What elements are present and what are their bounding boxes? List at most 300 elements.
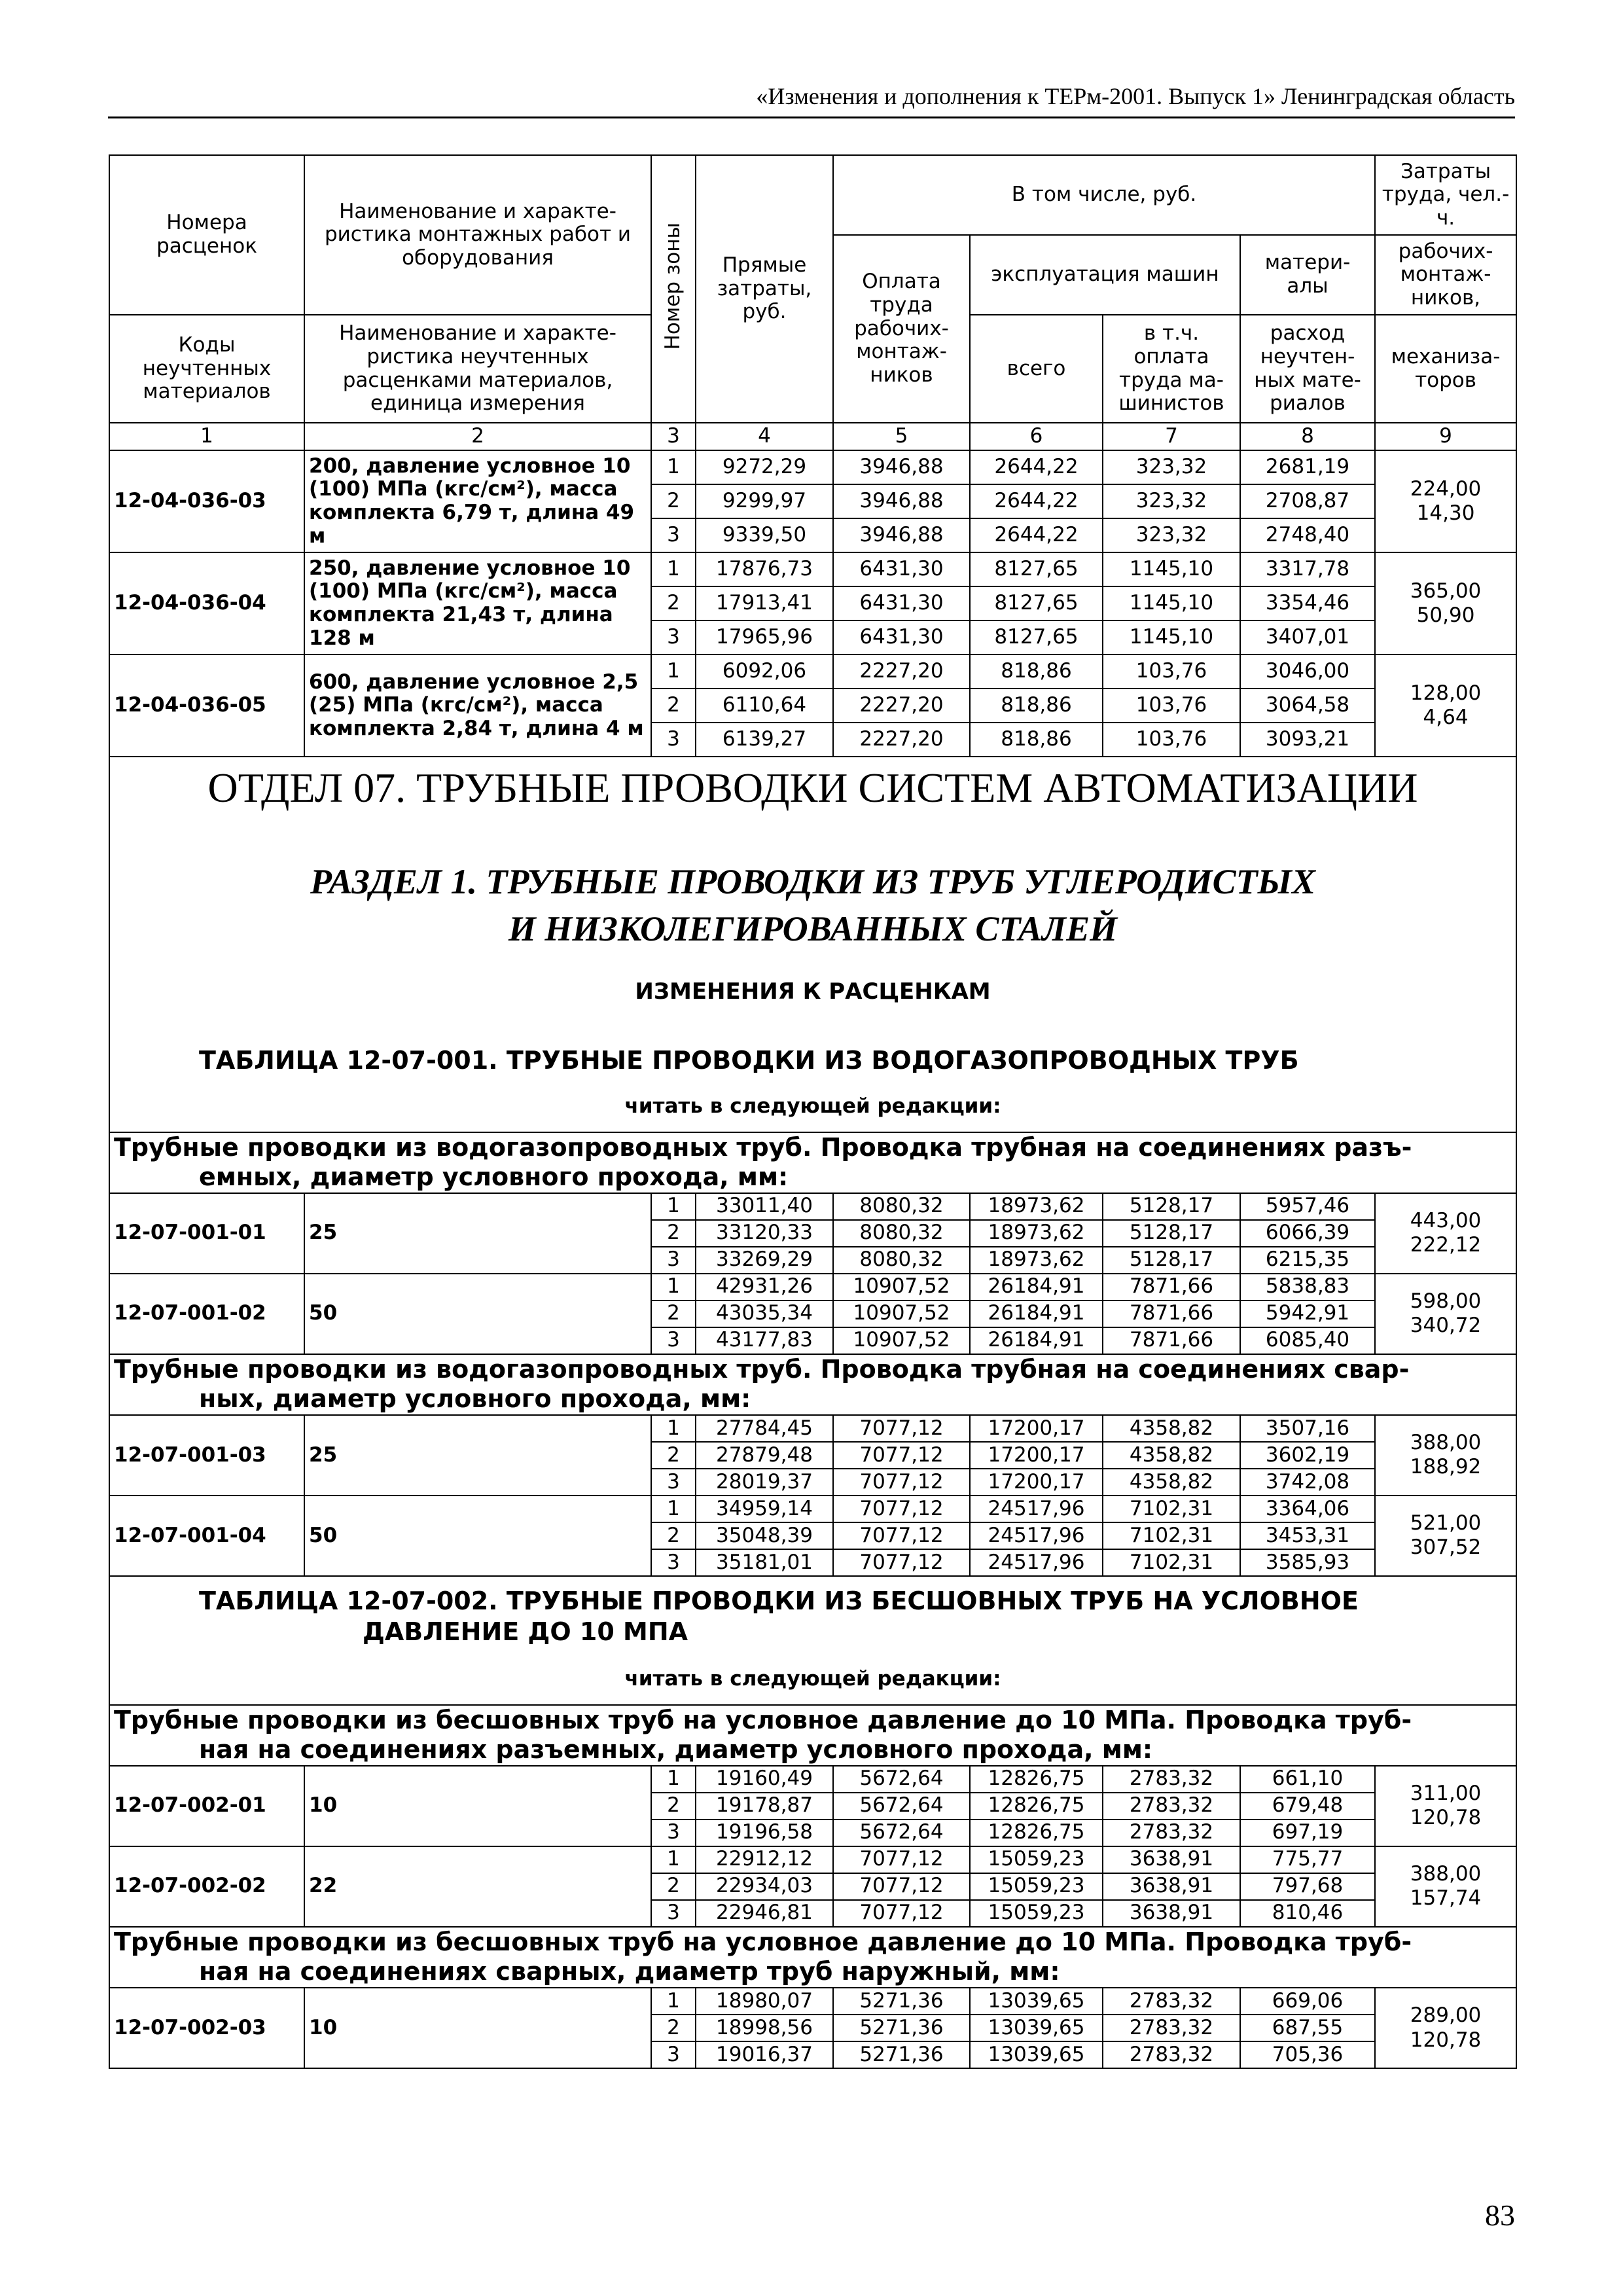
direct-costs-cell: 43177,83 (696, 1327, 833, 1354)
labor-mechanics-value: 340,72 (1410, 1314, 1482, 1338)
materials-cell: 3364,06 (1240, 1496, 1375, 1522)
rate-name: 50 (304, 1496, 651, 1576)
zone-cell: 3 (651, 1247, 696, 1274)
direct-costs-cell: 42931,26 (696, 1274, 833, 1300)
machinists-pay-cell: 4358,82 (1103, 1442, 1240, 1469)
labor-costs-cell (1375, 1988, 1516, 2068)
machines-total-cell: 18973,62 (970, 1193, 1103, 1220)
direct-costs-cell: 22912,12 (696, 1846, 833, 1873)
header-zone (651, 155, 696, 423)
machinists-pay-cell: 7871,66 (1103, 1327, 1240, 1354)
zone-cell: 1 (651, 1415, 696, 1442)
direct-costs-cell: 17965,96 (696, 620, 833, 655)
materials-cell: 5838,83 (1240, 1274, 1375, 1300)
zone-cell: 2 (651, 1873, 696, 1900)
materials-cell: 6066,39 (1240, 1220, 1375, 1247)
header-direct-costs: Прямые затраты, руб. (696, 155, 833, 423)
rate-name: 22 (304, 1846, 651, 1927)
machines-total-cell: 13039,65 (970, 2015, 1103, 2041)
materials-cell: 3602,19 (1240, 1442, 1375, 1469)
labor-workers-value: 128,00 (1410, 681, 1482, 705)
zone-cell: 2 (651, 2015, 696, 2041)
direct-costs-cell: 18998,56 (696, 2015, 833, 2041)
labor-workers-value: 311,00 (1410, 1782, 1482, 1806)
col-number: 6 (970, 423, 1103, 450)
machinists-pay-cell: 7102,31 (1103, 1522, 1240, 1549)
workers-pay-cell: 7077,12 (833, 1442, 970, 1469)
labor-mechanics-value: 14,30 (1416, 501, 1475, 525)
header-labor-workers: рабочих-монтаж-ников, (1375, 235, 1516, 315)
labor-mechanics-value: 4,64 (1423, 706, 1469, 729)
materials-cell: 3453,31 (1240, 1522, 1375, 1549)
workers-pay-cell: 5271,36 (833, 2041, 970, 2068)
running-header: «Изменения и дополнения к ТЕРм-2001. Выпуск 1» Ленинградская область (756, 83, 1515, 109)
direct-costs-cell: 27784,45 (696, 1415, 833, 1442)
materials-cell: 3317,78 (1240, 552, 1375, 586)
group4-heading-line2: ная на соединениях сварных, диаметр труб наружный, мм: (199, 1957, 1060, 1986)
rate-row (109, 1415, 1516, 1442)
machinists-pay-cell: 2783,32 (1103, 2041, 1240, 2068)
machines-total-cell: 15059,23 (970, 1873, 1103, 1900)
labor-mechanics-value: 188,92 (1410, 1455, 1482, 1479)
direct-costs-cell: 19016,37 (696, 2041, 833, 2068)
rate-code: 12-07-001-01 (109, 1193, 304, 1274)
labor-mechanics-value: 120,78 (1410, 2028, 1482, 2052)
machinists-pay-cell: 7871,66 (1103, 1300, 1240, 1327)
direct-costs-cell: 19160,49 (696, 1766, 833, 1793)
header-machines-total: всего (970, 315, 1103, 423)
rate-row (109, 1846, 1516, 1873)
labor-mechanics-value: 50,90 (1416, 603, 1475, 627)
rate-name: 600, давление условное 2,5 (25) МПа (кгс/см²), масса комплекта 2,84 т, длина 4 м (304, 655, 651, 757)
materials-cell: 3093,21 (1240, 723, 1375, 757)
workers-pay-cell: 5672,64 (833, 1820, 970, 1846)
machinists-pay-cell: 4358,82 (1103, 1469, 1240, 1496)
labor-workers-value: 289,00 (1410, 2003, 1482, 2028)
machines-total-cell: 26184,91 (970, 1327, 1103, 1354)
zone-cell: 1 (651, 450, 696, 484)
machines-total-cell: 13039,65 (970, 2041, 1103, 2068)
machines-total-cell: 12826,75 (970, 1820, 1103, 1846)
workers-pay-cell: 3946,88 (833, 518, 970, 552)
machinists-pay-cell: 323,32 (1103, 450, 1240, 484)
zone-cell: 3 (651, 2041, 696, 2068)
materials-cell: 679,48 (1240, 1793, 1375, 1820)
col-number: 3 (651, 423, 696, 450)
zone-cell: 3 (651, 1327, 696, 1354)
labor-workers-value: 521,00 (1410, 1511, 1482, 1535)
machinists-pay-cell: 103,76 (1103, 655, 1240, 689)
rate-row (109, 552, 1516, 586)
header-machinists-pay: в т.ч. оплата труда ма-шинистов (1103, 315, 1240, 423)
machines-total-cell: 12826,75 (970, 1793, 1103, 1820)
machines-total-cell: 8127,65 (970, 586, 1103, 620)
rate-row (109, 655, 1516, 689)
zone-cell: 1 (651, 552, 696, 586)
labor-costs-cell (1375, 1496, 1516, 1576)
group2-heading-line2: ных, диаметр условного прохода, мм: (199, 1384, 751, 1414)
direct-costs-cell: 17913,41 (696, 586, 833, 620)
materials-cell: 687,55 (1240, 2015, 1375, 2041)
direct-costs-cell: 33120,33 (696, 1220, 833, 1247)
machinists-pay-cell: 5128,17 (1103, 1193, 1240, 1220)
machines-total-cell: 12826,75 (970, 1766, 1103, 1793)
section-title (114, 858, 1512, 954)
labor-costs-cell (1375, 1274, 1516, 1354)
machinists-pay-cell: 103,76 (1103, 689, 1240, 723)
workers-pay-cell: 3946,88 (833, 484, 970, 518)
zone-cell: 3 (651, 1549, 696, 1576)
zone-cell: 3 (651, 518, 696, 552)
col-number: 9 (1375, 423, 1516, 450)
header-material-codes: Коды неучтенных материалов (109, 315, 304, 423)
labor-mechanics-value: 307,52 (1410, 1535, 1482, 1560)
labor-workers-value: 224,00 (1410, 476, 1482, 501)
rate-code: 12-07-001-04 (109, 1496, 304, 1576)
rate-name: 250, давление условное 10 (100) МПа (кгс/см²), масса комплекта 21,43 т, длина 128 м (304, 552, 651, 655)
rate-code: 12-04-036-05 (109, 655, 304, 757)
materials-cell: 697,19 (1240, 1820, 1375, 1846)
workers-pay-cell: 7077,12 (833, 1469, 970, 1496)
rate-name: 50 (304, 1274, 651, 1354)
rate-row (109, 1988, 1516, 2015)
materials-cell: 3407,01 (1240, 620, 1375, 655)
group2-rows (109, 1415, 1516, 1576)
machines-total-cell: 17200,17 (970, 1415, 1103, 1442)
zone-cell: 2 (651, 1220, 696, 1247)
machinists-pay-cell: 3638,91 (1103, 1900, 1240, 1927)
materials-cell: 6215,35 (1240, 1247, 1375, 1274)
materials-cell: 5942,91 (1240, 1300, 1375, 1327)
rate-name: 25 (304, 1193, 651, 1274)
direct-costs-cell: 34959,14 (696, 1496, 833, 1522)
rate-name: 10 (304, 1766, 651, 1846)
machinists-pay-cell: 4358,82 (1103, 1415, 1240, 1442)
section-title-line1: РАЗДЕЛ 1. ТРУБНЫЕ ПРОВОДКИ ИЗ ТРУБ УГЛЕРОДИСТЫХ (310, 861, 1316, 901)
workers-pay-cell: 3946,88 (833, 450, 970, 484)
rate-row (109, 450, 1516, 484)
section-title-line2: И НИЗКОЛЕГИРОВАННЫХ СТАЛЕЙ (508, 909, 1118, 949)
group4-rows (109, 1988, 1516, 2068)
page-number: 83 (1485, 2198, 1515, 2232)
zone-cell: 2 (651, 1793, 696, 1820)
labor-workers-value: 388,00 (1410, 1431, 1482, 1455)
machines-total-cell: 24517,96 (970, 1496, 1103, 1522)
group3-heading (109, 1705, 1516, 1766)
machinists-pay-cell: 3638,91 (1103, 1846, 1240, 1873)
group3-heading-line1: Трубные проводки из бесшовных труб на условное давление до 10 МПа. Проводка труб- (114, 1705, 1412, 1734)
machinists-pay-cell: 3638,91 (1103, 1873, 1240, 1900)
header-zone-label: Номер зоны (661, 222, 685, 350)
machines-total-cell: 2644,22 (970, 518, 1103, 552)
direct-costs-cell: 19196,58 (696, 1820, 833, 1846)
group3-heading-line2: ная на соединениях разъемных, диаметр условного прохода, мм: (199, 1735, 1153, 1765)
machines-total-cell: 17200,17 (970, 1469, 1103, 1496)
workers-pay-cell: 10907,52 (833, 1300, 970, 1327)
machines-total-cell: 26184,91 (970, 1274, 1103, 1300)
workers-pay-cell: 2227,20 (833, 655, 970, 689)
col-number: 7 (1103, 423, 1240, 450)
machinists-pay-cell: 1145,10 (1103, 620, 1240, 655)
workers-pay-cell: 5271,36 (833, 2015, 970, 2041)
machinists-pay-cell: 103,76 (1103, 723, 1240, 757)
zone-cell: 3 (651, 723, 696, 757)
machinists-pay-cell: 5128,17 (1103, 1220, 1240, 1247)
direct-costs-cell: 35048,39 (696, 1522, 833, 1549)
rate-code: 12-04-036-03 (109, 450, 304, 552)
zone-cell: 1 (651, 1846, 696, 1873)
group1-rows (109, 1193, 1516, 1354)
labor-costs-cell (1375, 450, 1516, 552)
zone-cell: 2 (651, 689, 696, 723)
machinists-pay-cell: 1145,10 (1103, 552, 1240, 586)
direct-costs-cell: 27879,48 (696, 1442, 833, 1469)
materials-cell: 3046,00 (1240, 655, 1375, 689)
labor-costs-cell (1375, 1193, 1516, 1274)
rate-name: 10 (304, 1988, 651, 2068)
workers-pay-cell: 2227,20 (833, 723, 970, 757)
workers-pay-cell: 10907,52 (833, 1274, 970, 1300)
direct-costs-cell: 35181,01 (696, 1549, 833, 1576)
table1-title: ТАБЛИЦА 12-07-001. ТРУБНЫЕ ПРОВОДКИ ИЗ ВОДОГАЗОПРОВОДНЫХ ТРУБ (199, 1046, 1299, 1075)
header-machine-operation: эксплуатация машин (970, 235, 1240, 315)
direct-costs-cell: 9339,50 (696, 518, 833, 552)
direct-costs-cell: 22946,81 (696, 1900, 833, 1927)
workers-pay-cell: 10907,52 (833, 1327, 970, 1354)
workers-pay-cell: 7077,12 (833, 1900, 970, 1927)
direct-costs-cell: 43035,34 (696, 1300, 833, 1327)
header-rate-numbers: Номера расценок (109, 155, 304, 315)
labor-costs-cell (1375, 655, 1516, 757)
materials-cell: 6085,40 (1240, 1327, 1375, 1354)
header-workers-pay: Оплата труда рабочих-монтаж-ников (833, 235, 970, 423)
direct-costs-cell: 28019,37 (696, 1469, 833, 1496)
machinists-pay-cell: 2783,32 (1103, 1766, 1240, 1793)
group2-heading-line1: Трубные проводки из водогазопроводных труб. Проводка трубная на соединениях свар- (114, 1354, 1410, 1384)
zone-cell: 3 (651, 1820, 696, 1846)
zone-cell: 3 (651, 1900, 696, 1927)
group4-heading-line1: Трубные проводки из бесшовных труб на условное давление до 10 МПа. Проводка труб- (114, 1927, 1412, 1956)
labor-costs-cell (1375, 552, 1516, 655)
direct-costs-cell: 6110,64 (696, 689, 833, 723)
labor-costs-cell (1375, 1415, 1516, 1496)
zone-cell: 2 (651, 484, 696, 518)
zone-cell: 1 (651, 1496, 696, 1522)
machines-total-cell: 2644,22 (970, 484, 1103, 518)
workers-pay-cell: 7077,12 (833, 1496, 970, 1522)
machines-total-cell: 15059,23 (970, 1846, 1103, 1873)
table2-title (114, 1586, 1512, 1648)
workers-pay-cell: 7077,12 (833, 1549, 970, 1576)
direct-costs-cell: 17876,73 (696, 552, 833, 586)
col-number: 1 (109, 423, 304, 450)
workers-pay-cell: 6431,30 (833, 620, 970, 655)
group1-heading-line1: Трубные проводки из водогазопроводных труб. Проводка трубная на соединениях разъ- (114, 1132, 1412, 1162)
direct-costs-cell: 9299,97 (696, 484, 833, 518)
header-unaccounted-materials: расход неучтен-ных мате-риалов (1240, 315, 1375, 423)
group2-heading (109, 1354, 1516, 1415)
materials-cell: 3585,93 (1240, 1549, 1375, 1576)
materials-cell: 2681,19 (1240, 450, 1375, 484)
direct-costs-cell: 9272,29 (696, 450, 833, 484)
machines-total-cell: 17200,17 (970, 1442, 1103, 1469)
labor-mechanics-value: 157,74 (1410, 1886, 1482, 1910)
machines-total-cell: 8127,65 (970, 552, 1103, 586)
table2-read-note: читать в следующей редакции: (624, 1666, 1001, 1691)
rate-code: 12-07-002-01 (109, 1766, 304, 1846)
rate-row (109, 1193, 1516, 1220)
materials-cell: 3507,16 (1240, 1415, 1375, 1442)
zone-cell: 3 (651, 1469, 696, 1496)
zone-cell: 1 (651, 1766, 696, 1793)
col-number: 8 (1240, 423, 1375, 450)
workers-pay-cell: 6431,30 (833, 552, 970, 586)
machines-total-cell: 818,86 (970, 723, 1103, 757)
rate-row (109, 1766, 1516, 1793)
group3-rows (109, 1766, 1516, 1927)
labor-workers-value: 443,00 (1410, 1209, 1482, 1233)
labor-costs-cell (1375, 1846, 1516, 1927)
header-material-names: Наименование и характе-ристика неучтенных расценками материалов, единица измерения (304, 315, 651, 423)
rate-code: 12-07-002-02 (109, 1846, 304, 1927)
machinists-pay-cell: 1145,10 (1103, 586, 1240, 620)
materials-cell: 797,68 (1240, 1873, 1375, 1900)
zone-cell: 1 (651, 655, 696, 689)
machines-total-cell: 24517,96 (970, 1522, 1103, 1549)
group1-heading (109, 1132, 1516, 1193)
workers-pay-cell: 5271,36 (833, 1988, 970, 2015)
materials-cell: 661,10 (1240, 1766, 1375, 1793)
workers-pay-cell: 2227,20 (833, 689, 970, 723)
workers-pay-cell: 8080,32 (833, 1193, 970, 1220)
workers-pay-cell: 8080,32 (833, 1220, 970, 1247)
rate-code: 12-07-001-02 (109, 1274, 304, 1354)
workers-pay-cell: 7077,12 (833, 1415, 970, 1442)
workers-pay-cell: 5672,64 (833, 1766, 970, 1793)
rate-name: 200, давление условное 10 (100) МПа (кгс/см²), масса комплекта 6,79 т, длина 49 м (304, 450, 651, 552)
table2-title-line2: ДАВЛЕНИЕ ДО 10 МПА (363, 1617, 688, 1647)
zone-cell: 2 (651, 586, 696, 620)
materials-cell: 2708,87 (1240, 484, 1375, 518)
machinists-pay-cell: 323,32 (1103, 484, 1240, 518)
group4-heading (109, 1927, 1516, 1988)
zone-cell: 1 (651, 1274, 696, 1300)
workers-pay-cell: 8080,32 (833, 1247, 970, 1274)
table2-block (109, 1576, 1516, 1705)
materials-cell: 705,36 (1240, 2041, 1375, 2068)
header-including: В том числе, руб. (833, 155, 1375, 235)
header-rule (108, 117, 1515, 118)
machines-total-cell: 24517,96 (970, 1549, 1103, 1576)
materials-cell: 3354,46 (1240, 586, 1375, 620)
header-work-name: Наименование и характе-ристика монтажных работ и оборудования (304, 155, 651, 315)
direct-costs-cell: 18980,07 (696, 1988, 833, 2015)
direct-costs-cell: 22934,03 (696, 1873, 833, 1900)
direct-costs-cell: 6092,06 (696, 655, 833, 689)
section-top-rows (109, 450, 1516, 757)
direct-costs-cell: 19178,87 (696, 1793, 833, 1820)
rates-table (109, 154, 1517, 2069)
machinists-pay-cell: 2783,32 (1103, 1820, 1240, 1846)
materials-cell: 775,77 (1240, 1846, 1375, 1873)
department-07-block (109, 757, 1516, 1132)
machines-total-cell: 2644,22 (970, 450, 1103, 484)
machinists-pay-cell: 2783,32 (1103, 2015, 1240, 2041)
materials-cell: 810,46 (1240, 1900, 1375, 1927)
machines-total-cell: 18973,62 (970, 1220, 1103, 1247)
rate-row (109, 1274, 1516, 1300)
col-number: 5 (833, 423, 970, 450)
machines-total-cell: 818,86 (970, 655, 1103, 689)
table2-title-line1: ТАБЛИЦА 12-07-002. ТРУБНЫЕ ПРОВОДКИ ИЗ БЕСШОВНЫХ ТРУБ НА УСЛОВНОЕ (199, 1586, 1359, 1615)
col-number: 2 (304, 423, 651, 450)
machinists-pay-cell: 7871,66 (1103, 1274, 1240, 1300)
zone-cell: 3 (651, 620, 696, 655)
workers-pay-cell: 6431,30 (833, 586, 970, 620)
rate-row (109, 1496, 1516, 1522)
workers-pay-cell: 5672,64 (833, 1793, 970, 1820)
workers-pay-cell: 7077,12 (833, 1873, 970, 1900)
machines-total-cell: 26184,91 (970, 1300, 1103, 1327)
header-labor-mechanics: механиза-торов (1375, 315, 1516, 423)
rate-name: 25 (304, 1415, 651, 1496)
workers-pay-cell: 7077,12 (833, 1846, 970, 1873)
department-title: ОТДЕЛ 07. ТРУБНЫЕ ПРОВОДКИ СИСТЕМ АВТОМАТИЗАЦИИ (207, 764, 1418, 811)
direct-costs-cell: 33269,29 (696, 1247, 833, 1274)
labor-costs-cell (1375, 1766, 1516, 1846)
workers-pay-cell: 7077,12 (833, 1522, 970, 1549)
changes-title: ИЗМЕНЕНИЯ К РАСЦЕНКАМ (635, 978, 991, 1005)
header-labor-costs: Затраты труда, чел.-ч. (1375, 155, 1516, 235)
materials-cell: 3064,58 (1240, 689, 1375, 723)
direct-costs-cell: 33011,40 (696, 1193, 833, 1220)
machinists-pay-cell: 5128,17 (1103, 1247, 1240, 1274)
materials-cell: 3742,08 (1240, 1469, 1375, 1496)
machines-total-cell: 13039,65 (970, 1988, 1103, 2015)
labor-mechanics-value: 120,78 (1410, 1806, 1482, 1830)
machines-total-cell: 8127,65 (970, 620, 1103, 655)
rate-code: 12-07-002-03 (109, 1988, 304, 2068)
table1-read-note: читать в следующей редакции: (624, 1094, 1001, 1118)
machinists-pay-cell: 7102,31 (1103, 1549, 1240, 1576)
labor-workers-value: 388,00 (1410, 1862, 1482, 1886)
group1-heading-line2: емных, диаметр условного прохода, мм: (199, 1162, 789, 1192)
machinists-pay-cell: 323,32 (1103, 518, 1240, 552)
rate-code: 12-04-036-04 (109, 552, 304, 655)
zone-cell: 1 (651, 1988, 696, 2015)
labor-workers-value: 365,00 (1410, 579, 1482, 603)
machines-total-cell: 818,86 (970, 689, 1103, 723)
col-number: 4 (696, 423, 833, 450)
direct-costs-cell: 6139,27 (696, 723, 833, 757)
zone-cell: 2 (651, 1300, 696, 1327)
zone-cell: 2 (651, 1442, 696, 1469)
labor-mechanics-value: 222,12 (1410, 1233, 1482, 1257)
machines-total-cell: 15059,23 (970, 1900, 1103, 1927)
header-materials: матери-алы (1240, 235, 1375, 315)
machinists-pay-cell: 2783,32 (1103, 1793, 1240, 1820)
machines-total-cell: 18973,62 (970, 1247, 1103, 1274)
materials-cell: 2748,40 (1240, 518, 1375, 552)
materials-cell: 5957,46 (1240, 1193, 1375, 1220)
materials-cell: 669,06 (1240, 1988, 1375, 2015)
machinists-pay-cell: 2783,32 (1103, 1988, 1240, 2015)
labor-workers-value: 598,00 (1410, 1289, 1482, 1314)
machinists-pay-cell: 7102,31 (1103, 1496, 1240, 1522)
zone-cell: 2 (651, 1522, 696, 1549)
rate-code: 12-07-001-03 (109, 1415, 304, 1496)
zone-cell: 1 (651, 1193, 696, 1220)
